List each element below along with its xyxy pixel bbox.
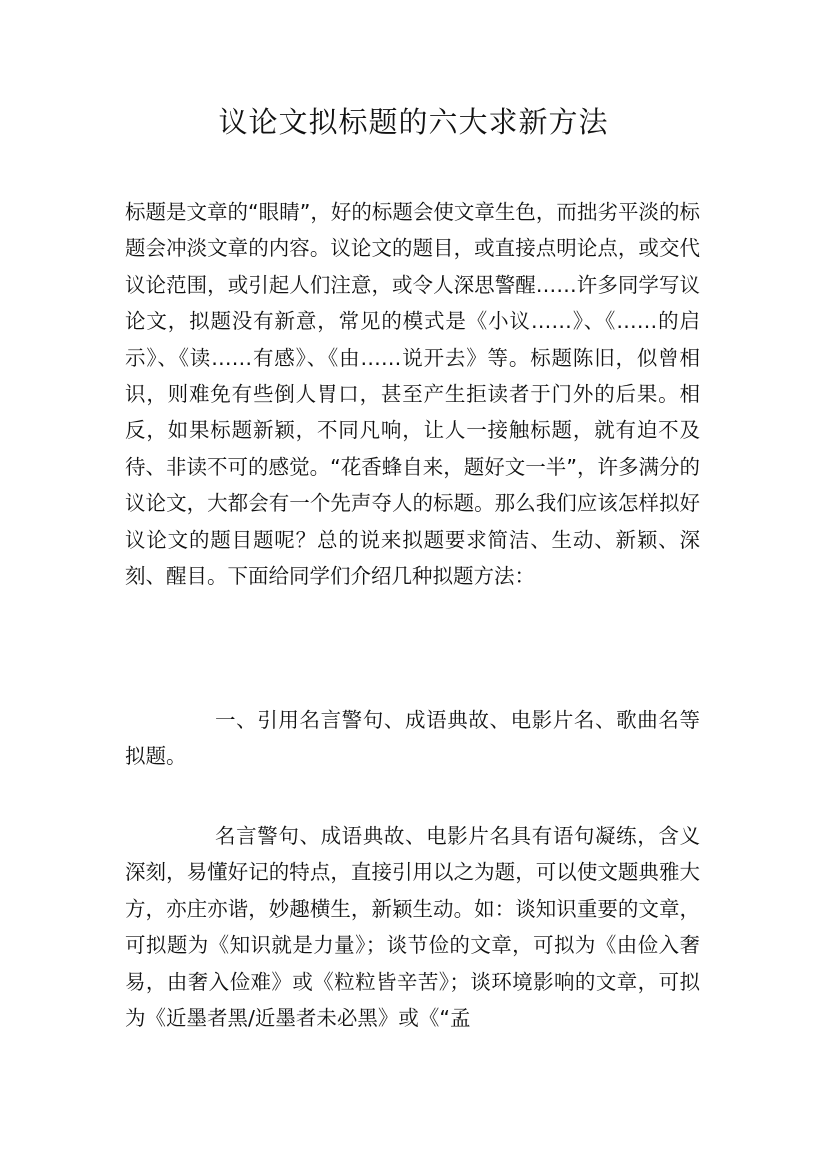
document-title: 议论文拟标题的六大求新方法 [218,105,609,139]
intro-paragraph: 标题是文章的“眼睛”，好的标题会使文章生色，而拙劣平淡的标题会冲淡文章的内容。议论文的题目，或直接点明论点，或交代议论范围，或引起人们注意，或令人深思警醒……许多同学写议论文，拟题没有新意，常见的模式是《小议……》、《……的启示》、《读……有感》、《由……说开去》等。标题陈旧，似曾相识，则难免有些倒人胃口，甚至产生拒读者于门外的后果。相反，如果标题新颖，不同凡响，让人一接触标题，就有迫不及待、非读不可的感觉。“花香蜂自来，题好文一半”，许多满分的议论文，大都会有一个先声夺人的标题。那么我们应该怎样拟好议论文的题目题呢？总的说来拟题要求简洁、生动、新颖、深刻、醒目。下面给同学们介绍几种拟题方法： [125,200,700,589]
section-1-paragraph: 名言警句、成语典故、电影片名具有语句凝练，含义深刻，易懂好记的特点，直接引用以之为题，可以使文题典雅大方，亦庄亦谐，妙趣横生，新颖生动。如：谈知识重要的文章，可拟题为《知识就是力量》；谈节俭的文章，可拟为《由俭入奢易，由奢入俭难》或《粒粒皆辛苦》；谈环境影响的文章，可拟为《近墨者黑/近墨者未必黑》或《“孟 [125,824,700,1031]
section-heading-1: 一、引用名言警句、成语典故、电影片名、歌曲名等拟题。 [125,708,700,769]
